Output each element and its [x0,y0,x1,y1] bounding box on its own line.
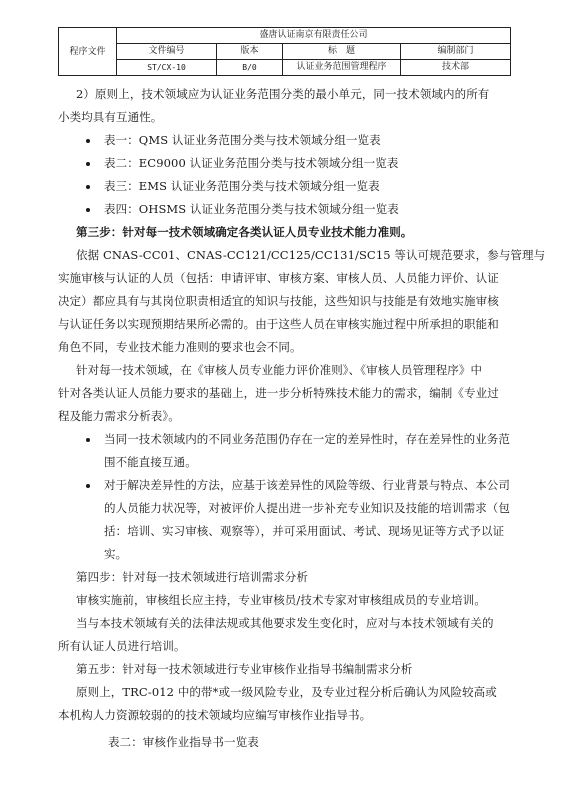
col-header-title: 标 题 [283,44,401,60]
paragraph-line: 依据 CNAS-CC01、CNAS-CC121/CC125/CC131/SC15 等认可规范要求，参与管理与 [76,248,546,262]
list-item-text: 当同一技术领域内的不同业务范围仍存在一定的差异性时，存在差异性的业务范 [104,432,510,446]
paragraph-line: 本机构人力资源较弱的的技术领域均应编写审核作业指导书。 [58,708,372,722]
paragraph-line: 针对每一技术领域，在《审核人员专业能力评价准则》、《审核人员管理程序》中 [76,363,483,377]
doc-number-value: ST/CX-10 [117,60,217,76]
paragraph-line: 审核实施前，审核组长应主持，专业审核员/技术专家对审核组成员的专业培训。 [76,593,486,607]
paragraph-line: 针对各类认证人员能力要求的基础上，进一步分析特殊技术能力的需求，编制《专业过 [58,386,499,400]
step-heading: 第三步：针对每一技术领域确定各类认证人员专业技术能力准则。 [76,225,413,239]
list-item-text: 对于解决差异性的方法，应基于该差异性的风险等级、行业背景与特点、本公司 [104,478,510,492]
bullet-icon [86,208,90,212]
list-item-text: 表四：OHSMS 认证业务范围分类与技术领域分组一览表 [104,202,399,216]
list-item [86,156,398,170]
step-heading: 第五步：针对每一技术领域进行专业审核作业指导书编制需求分析 [76,662,413,676]
paragraph-line: 决定）都应具有与其岗位职责相适宜的知识与技能，这些知识与技能是有效地实施审核 [58,294,499,308]
list-item-text: 表二：EC9000 认证业务范围分类与技术领域分组一览表 [104,156,399,170]
paragraph-line: 小类均具有互通性。 [58,110,163,124]
list-item [86,133,381,147]
step-heading: 第四步：针对每一技术领域进行培训需求分析 [76,570,308,584]
bullet-icon [86,162,90,166]
list-item-continuation: 围不能直接互通。 [104,455,197,469]
list-item [86,478,510,492]
title-value: 认证业务范围管理程序 [283,60,401,76]
document-header-table [58,27,511,76]
version-value: B/0 [217,60,283,76]
col-header-doc-number: 文件编号 [117,44,217,60]
list-item-text: 表三：EMS 认证业务范围分类与技术领域分组一览表 [104,179,380,193]
paragraph-line: 原则上，TRC-012 中的带*或一级风险专业，及专业过程分析后确认为风险较高或 [76,685,497,699]
col-header-version: 版本 [217,44,283,60]
bullet-icon [86,139,90,143]
paragraph-line: 与认证任务以实现预期结果所必需的。由于这些人员在审核实施过程中所承担的职能和 [58,317,499,331]
list-item-continuation: 实。 [104,547,128,561]
list-item-text: 表一：QMS 认证业务范围分类与技术领域分组一览表 [104,133,381,147]
paragraph-line: 程及能力需求分析表》。 [58,409,180,423]
company-name: 盛唐认证南京有限责任公司 [117,28,511,44]
doc-type-cell: 程序文件 [59,28,117,76]
list-item [86,432,510,446]
bullet-icon [86,484,90,488]
department-value: 技术部 [401,60,511,76]
col-header-department: 编制部门 [401,44,511,60]
list-item [86,179,380,193]
paragraph-line: 实施审核与认证的人员（包括：申请评审、审核方案、审核人员、人员能力评价、认证 [58,271,499,285]
table-caption: 表二：审核作业指导书一览表 [108,735,259,749]
paragraph-line: 2）原则上，技术领域应为认证业务范围分类的最小单元，同一技术领域内的所有 [76,87,490,101]
bullet-icon [86,185,90,189]
paragraph-line: 角色不同，专业技术能力准则的要求也会不同。 [58,340,302,354]
list-item [86,202,399,216]
bullet-icon [86,438,90,442]
list-item-continuation: 的人员能力状况等，对被评价人提出进一步补充专业知识及技能的培训需求（包 [104,501,510,515]
paragraph-line: 当与本技术领域有关的法律法规或其他要求发生变化时，应对与本技术领域有关的 [76,616,494,630]
list-item-continuation: 括：培训、实习审核、观察等），并可采用面试、考试、现场见证等方式予以证 [104,524,505,538]
paragraph-line: 所有认证人员进行培训。 [58,639,186,653]
